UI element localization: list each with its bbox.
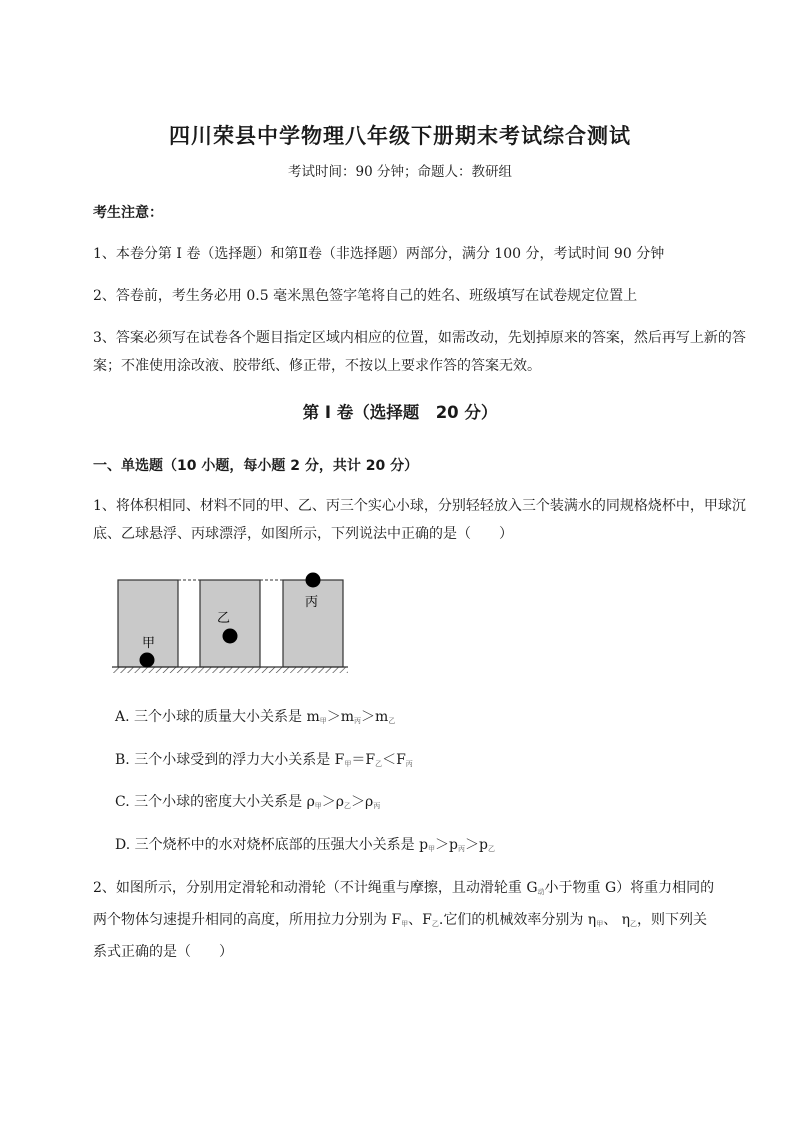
option-b[interactable]: B. 三个小球受到的浮力大小关系是 $F_甲=F_乙<F_丙$ — [115, 752, 413, 768]
notice-item-2: 2、答卷前，考生务必用 0.5 毫米黑色签字笔将自己的姓名、班级填写在试卷规定位置上 — [93, 288, 638, 304]
ball-bing — [306, 573, 321, 588]
ball-jia — [140, 653, 155, 668]
ball-yi — [223, 629, 238, 644]
question-1-stem: 1、将体积相同、材料不同的甲、乙、丙三个实心小球，分别轻轻放入三个装满水的同规格烧杯中，甲球沉底、乙球悬浮、丙球漂浮，如图所示，下列说法中正确的是（ ） — [93, 498, 746, 542]
exam-subtitle: 考试时间：90 分钟；命题人：教研组 — [288, 164, 512, 180]
question-2-stem — [93, 874, 753, 966]
section-title: 第 I 卷（选择题 20 分） — [302, 403, 498, 422]
question-2-line-3: 系式正确的是（ ） — [93, 944, 233, 960]
beakers-figure — [110, 570, 350, 680]
notice-item-3: 3、答案必须写在试卷各个题目指定区域内相应的位置，如需改动，先划掉原来的答案，然后再写上新的答案；不准使用涂改液、胶带纸、修正带，不按以上要求作答的答案无效。 — [93, 330, 746, 374]
label-yi: 乙 — [217, 611, 231, 626]
label-jia: 甲 — [142, 636, 156, 651]
option-a[interactable]: A. 三个小球的质量大小关系是 $m_甲>m_丙>m_乙$ — [115, 709, 396, 725]
notice-heading: 考生注意： — [93, 205, 163, 221]
notice-item-1: 1、本卷分第 I 卷（选择题）和第Ⅱ卷（非选择题）两部分，满分 100 分，考试时间 90 分钟 — [93, 246, 665, 262]
label-bing: 丙 — [305, 595, 319, 610]
ground-hatch — [112, 667, 348, 673]
option-d[interactable]: D. 三个烧杯中的水对烧杯底部的压强大小关系是 $p_甲>p_丙>p_乙$ — [115, 837, 495, 853]
part-heading: 一、单选题（10 小题，每小题 2 分，共计 20 分） — [93, 458, 419, 474]
question-2-line-2: 两个物体匀速提升相同的高度，所用拉力分别为 $F_甲$、$F_乙$.它们的机械效率分别为 $\eta_甲$、 $\eta_乙$，则下列关 — [93, 912, 708, 928]
beaker-3 — [283, 580, 343, 667]
option-c[interactable]: C. 三个小球的密度大小关系是 $\rho_甲>\rho_乙>\rho_丙$ — [115, 794, 381, 810]
question-2-line-1: 2、如图所示，分别用定滑轮和动滑轮（不计绳重与摩擦，且动滑轮重 $G_动$小于物重 G）将重力相同的 — [93, 880, 715, 896]
exam-title: 四川荣县中学物理八年级下册期末考试综合测试 — [169, 124, 631, 148]
